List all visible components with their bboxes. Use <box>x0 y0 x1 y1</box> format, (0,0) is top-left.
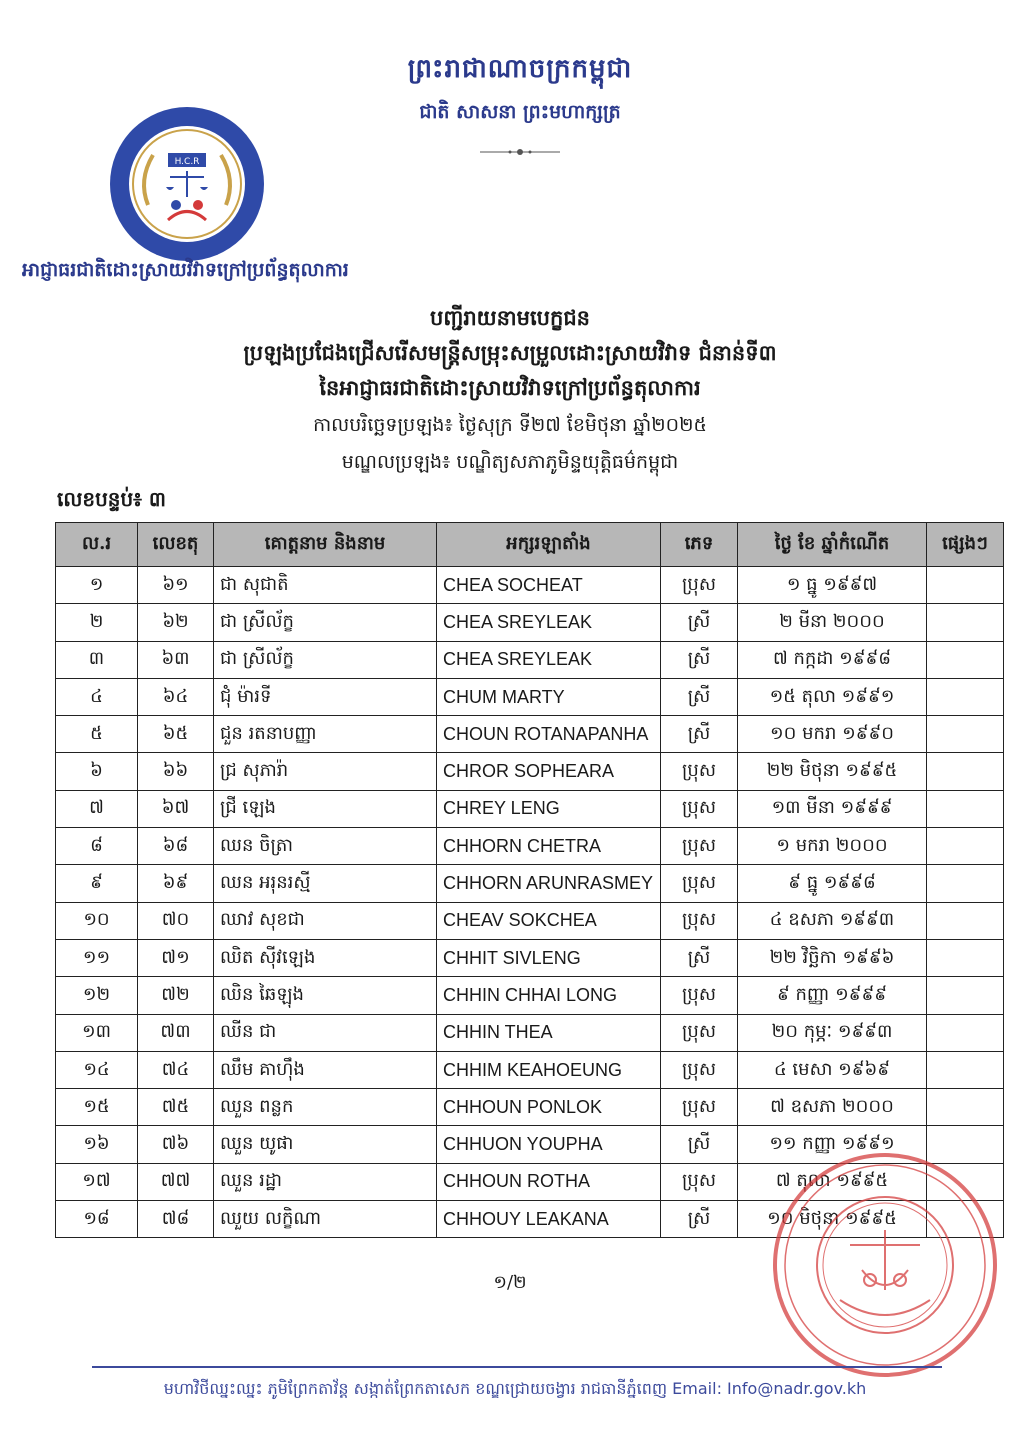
cell-remarks <box>927 1089 1004 1126</box>
cell-khmer-name: ជ្រ សុភារ៉ា <box>214 753 437 790</box>
cell-latin-name: CHHIN THEA <box>437 1014 661 1051</box>
cell-khmer-name: ជុំ ម៉ារទី <box>214 678 437 715</box>
cell-sex: ស្រី <box>661 1201 738 1238</box>
cell-birthdate: ៧ ឧសភា ២០០០ <box>738 1089 927 1126</box>
cell-no: ១ <box>56 567 138 604</box>
cell-no: ១៣ <box>56 1014 138 1051</box>
col-remarks: ផ្សេងៗ <box>927 523 1004 567</box>
cell-khmer-name: ឈឹម គាហ៊ឹង <box>214 1051 437 1088</box>
cell-no: ៥ <box>56 716 138 753</box>
cell-remarks <box>927 678 1004 715</box>
cell-birthdate: ១៥ តុលា ១៩៩១ <box>738 678 927 715</box>
cell-latin-name: CHROR SOPHEARA <box>437 753 661 790</box>
footer-address: មហាវិថីឈ្នះឈ្នះ ភូមិព្រែកតាវ័ន្ត សង្កាត់ព្រែកតាសេក ខណ្ឌជ្រោយចង្វារ រាជធានីភ្នំពេញ Email: Info@nadr.gov.kh <box>163 1379 867 1398</box>
cell-sex: ប្រុស <box>661 865 738 902</box>
cell-latin-name: CHOUN ROTANAPANHA <box>437 716 661 753</box>
cell-desk: ៧៥ <box>138 1089 214 1126</box>
cell-sex: ប្រុស <box>661 977 738 1014</box>
kingdom-heading: ព្រះរាជាណាចក្រកម្ពុជា <box>407 54 633 84</box>
cell-birthdate: ៧ កក្កដា ១៩៩៨ <box>738 641 927 678</box>
cell-desk: ៦៣ <box>138 641 214 678</box>
cell-latin-name: CHEA SREYLEAK <box>437 641 661 678</box>
cell-sex: ប្រុស <box>661 1163 738 1200</box>
cell-no: ១៨ <box>56 1201 138 1238</box>
cell-birthdate: ៤ មេសា ១៩៦៩ <box>738 1051 927 1088</box>
cell-sex: ស្រី <box>661 939 738 976</box>
cell-remarks <box>927 865 1004 902</box>
cell-no: ៦ <box>56 753 138 790</box>
cell-sex: ប្រុស <box>661 753 738 790</box>
cell-birthdate: ២ មីនា ២០០០ <box>738 604 927 641</box>
table-header-row <box>56 523 1004 567</box>
cell-desk: ៧៦ <box>138 1126 214 1163</box>
cell-desk: ៧៤ <box>138 1051 214 1088</box>
cell-latin-name: CHHOUN ROTHA <box>437 1163 661 1200</box>
cell-no: ១០ <box>56 902 138 939</box>
cell-no: ១៤ <box>56 1051 138 1088</box>
cell-birthdate: ៧ តុលា ១៩៩៥ <box>738 1163 927 1200</box>
table-row <box>56 865 1004 902</box>
cell-remarks <box>927 828 1004 865</box>
cell-remarks <box>927 939 1004 976</box>
cell-birthdate: ៩ ធ្នូ ១៩៩៨ <box>738 865 927 902</box>
table-row <box>56 977 1004 1014</box>
cell-latin-name: CHEA SREYLEAK <box>437 604 661 641</box>
cell-no: ៨ <box>56 828 138 865</box>
cell-latin-name: CHHUON YOUPHA <box>437 1126 661 1163</box>
table-row <box>56 1051 1004 1088</box>
cell-remarks <box>927 1014 1004 1051</box>
cell-remarks <box>927 902 1004 939</box>
cell-sex: ប្រុស <box>661 828 738 865</box>
cell-birthdate: ១ ធ្នូ ១៩៩៧ <box>738 567 927 604</box>
cell-sex: ស្រី <box>661 641 738 678</box>
cell-remarks <box>927 790 1004 827</box>
cell-sex: ប្រុស <box>661 790 738 827</box>
candidate-table <box>55 522 1004 1238</box>
cell-remarks <box>927 753 1004 790</box>
cell-desk: ៦៨ <box>138 828 214 865</box>
cell-sex: ស្រី <box>661 678 738 715</box>
table-row <box>56 1089 1004 1126</box>
cell-birthdate: ១ មករា ២០០០ <box>738 828 927 865</box>
cell-khmer-name: ជ្រី ឡេង <box>214 790 437 827</box>
cell-sex: ស្រី <box>661 604 738 641</box>
cell-remarks <box>927 977 1004 1014</box>
cell-desk: ៦២ <box>138 604 214 641</box>
cell-latin-name: CHHOUN PONLOK <box>437 1089 661 1126</box>
document-title: បញ្ជីរាយនាមបេក្ខជន <box>430 305 590 330</box>
cell-latin-name: CHHOUY LEAKANA <box>437 1201 661 1238</box>
exam-center: មណ្ឌលប្រឡង៖ បណ្ឌិត្យសភាភូមិន្ទយុត្តិធម៌កម្ពុជា <box>341 451 679 473</box>
page-number: ១/២ <box>493 1272 527 1293</box>
cell-desk: ៦១ <box>138 567 214 604</box>
table-row <box>56 604 1004 641</box>
cell-latin-name: CHUM MARTY <box>437 678 661 715</box>
cell-no: ៩ <box>56 865 138 902</box>
cell-remarks <box>927 567 1004 604</box>
cell-latin-name: CHEA SOCHEAT <box>437 567 661 604</box>
table-row <box>56 939 1004 976</box>
cell-desk: ៧៧ <box>138 1163 214 1200</box>
cell-birthdate: ១១ កញ្ញា ១៩៩១ <box>738 1126 927 1163</box>
table-row <box>56 790 1004 827</box>
cell-latin-name: CHHIN CHHAI LONG <box>437 977 661 1014</box>
table-row <box>56 678 1004 715</box>
cell-latin-name: CHHIT SIVLENG <box>437 939 661 976</box>
cell-latin-name: CHHORN ARUNRASMEY <box>437 865 661 902</box>
cell-khmer-name: ជា ស្រីល័ក្ខ <box>214 641 437 678</box>
table-row <box>56 567 1004 604</box>
cell-remarks <box>927 641 1004 678</box>
cell-latin-name: CHHIM KEAHOEUNG <box>437 1051 661 1088</box>
cell-no: ១៧ <box>56 1163 138 1200</box>
authority-logo <box>108 105 266 263</box>
cell-sex: ប្រុស <box>661 902 738 939</box>
official-seal-stamp <box>770 1150 1000 1380</box>
cell-khmer-name: ឈួន រដ្ឋា <box>214 1163 437 1200</box>
table-row <box>56 716 1004 753</box>
cell-no: ១៦ <box>56 1126 138 1163</box>
cell-khmer-name: ជា សុជាតិ <box>214 567 437 604</box>
col-latin-name: អក្សរឡាតាំង <box>437 523 661 567</box>
footer-divider <box>92 1366 942 1368</box>
cell-desk: ៦៤ <box>138 678 214 715</box>
cell-desk: ៧០ <box>138 902 214 939</box>
cell-sex: ប្រុស <box>661 1089 738 1126</box>
exam-date: កាលបរិច្ឆេទប្រឡង៖ ថ្ងៃសុក្រ ទី២៧ ខែមិថុនា ឆ្នាំ២០២៥ <box>313 414 707 436</box>
cell-birthdate: ៤ ឧសភា ១៩៩៣ <box>738 902 927 939</box>
cell-khmer-name: ឈាវ សុខជា <box>214 902 437 939</box>
logo-text: H.C.R <box>174 157 200 167</box>
col-sex: ភេទ <box>661 523 738 567</box>
cell-birthdate: ៩ កញ្ញា ១៩៩៩ <box>738 977 927 1014</box>
table-row <box>56 1014 1004 1051</box>
cell-no: ៤ <box>56 678 138 715</box>
cell-desk: ៧៨ <box>138 1201 214 1238</box>
cell-khmer-name: ជួន រតនាបញ្ញា <box>214 716 437 753</box>
cell-remarks <box>927 604 1004 641</box>
cell-sex: ប្រុស <box>661 1051 738 1088</box>
table-row <box>56 753 1004 790</box>
col-no: ល.រ <box>56 523 138 567</box>
cell-latin-name: CHHORN CHETRA <box>437 828 661 865</box>
authority-name: អាជ្ញាធរជាតិដោះស្រាយវិវាទក្រៅប្រព័ន្ធតុលាការ <box>22 259 349 281</box>
cell-no: ១៥ <box>56 1089 138 1126</box>
table-row <box>56 902 1004 939</box>
cell-khmer-name: ឈិត ស៊ីវឡេង <box>214 939 437 976</box>
cell-latin-name: CHEAV SOKCHEA <box>437 902 661 939</box>
national-motto: ជាតិ សាសនា ព្រះមហាក្សត្រ <box>419 101 621 123</box>
cell-desk: ៧៣ <box>138 1014 214 1051</box>
room-number: លេខបន្ទប់៖ ៣ <box>57 487 167 511</box>
cell-khmer-name: ឈន អរុនរស្មី <box>214 865 437 902</box>
ornament-divider <box>480 148 560 156</box>
cell-birthdate: ១០ មករា ១៩៩០ <box>738 716 927 753</box>
table-row <box>56 828 1004 865</box>
cell-remarks <box>927 1051 1004 1088</box>
cell-khmer-name: ឈីន ជា <box>214 1014 437 1051</box>
cell-sex: ប្រុស <box>661 567 738 604</box>
cell-no: ៧ <box>56 790 138 827</box>
cell-latin-name: CHREY LENG <box>437 790 661 827</box>
cell-birthdate: ២២ មិថុនា ១៩៩៥ <box>738 753 927 790</box>
cell-desk: ៧២ <box>138 977 214 1014</box>
cell-no: ៣ <box>56 641 138 678</box>
exam-subtitle: នៃអាជ្ញាធរជាតិដោះស្រាយវិវាទក្រៅប្រព័ន្ធតុលាការ <box>319 375 701 400</box>
exam-title: ប្រឡងប្រជែងជ្រើសរើសមន្ត្រីសម្រុះសម្រួលដោះស្រាយវិវាទ ជំនាន់ទី៣ <box>243 340 777 365</box>
cell-desk: ៦៧ <box>138 790 214 827</box>
cell-khmer-name: ឈិន ឆៃឡុង <box>214 977 437 1014</box>
cell-no: ១២ <box>56 977 138 1014</box>
cell-no: ១១ <box>56 939 138 976</box>
cell-birthdate: ១៣ មីនា ១៩៩៩ <box>738 790 927 827</box>
cell-desk: ៦៩ <box>138 865 214 902</box>
cell-desk: ៧១ <box>138 939 214 976</box>
cell-khmer-name: ឈួន យូផា <box>214 1126 437 1163</box>
cell-khmer-name: ជា ស្រីល័ក្ខ <box>214 604 437 641</box>
col-khmer-name: គោត្តនាម និងនាម <box>214 523 437 567</box>
cell-sex: ប្រុស <box>661 1014 738 1051</box>
cell-desk: ៦៦ <box>138 753 214 790</box>
cell-khmer-name: ឈួន ពន្លក <box>214 1089 437 1126</box>
cell-sex: ស្រី <box>661 716 738 753</box>
cell-remarks <box>927 716 1004 753</box>
col-desk: លេខតុ <box>138 523 214 567</box>
cell-sex: ស្រី <box>661 1126 738 1163</box>
col-birthdate: ថ្ងៃ ខែ ឆ្នាំកំណើត <box>738 523 927 567</box>
cell-khmer-name: ឈួយ លក្ខិណា <box>214 1201 437 1238</box>
table-row <box>56 641 1004 678</box>
cell-no: ២ <box>56 604 138 641</box>
cell-birthdate: ២០ កុម្ភៈ ១៩៩៣ <box>738 1014 927 1051</box>
cell-birthdate: ២២ វិច្ឆិកា ១៩៩៦ <box>738 939 927 976</box>
cell-birthdate: ១០ មិថុនា ១៩៩៥ <box>738 1201 927 1238</box>
cell-khmer-name: ឈន ចិត្រា <box>214 828 437 865</box>
cell-desk: ៦៥ <box>138 716 214 753</box>
